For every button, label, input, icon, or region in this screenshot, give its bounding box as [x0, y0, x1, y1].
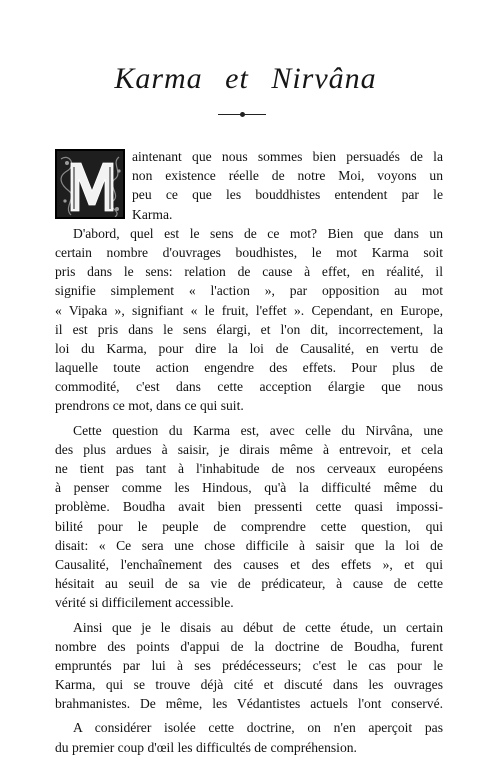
text-line: prendrons ce mot, dans ce qui suit. — [55, 398, 244, 414]
text-line: Cette question du Karma est, avec celle du Nirvâna, une — [73, 422, 443, 438]
text-line: Karma. — [132, 206, 173, 222]
text-line: problème. Boudha avait bien pressenti cette quasi impossi- — [55, 499, 443, 515]
text-line: bilité pour le peuple de comprendre cette question, qui — [55, 518, 443, 534]
text-line: signifie simplement « l'action », par opposition au mot — [55, 283, 443, 299]
text-line: laquelle toute action engendre des effets. Pour plus de — [55, 360, 443, 376]
text-line: « Vipaka », signifiant « le fruit, l'effet ». Cependant, en Europe, — [55, 302, 443, 318]
text-line: disait: « Ce sera une chose difficile à saisir que la loi de — [55, 537, 443, 553]
text-line: brahmanistes. De même, les Védantistes actuels l'ont conservé. — [55, 696, 443, 712]
text-line: pris dans le sens: relation de cause à effet, en réalité, il — [55, 264, 443, 280]
text-line: commodité, c'est dans cette acception élargie que nous — [55, 379, 443, 395]
text-line: Karma, qui se trouve déjà cité et discuté dans les ouvrages — [55, 677, 443, 693]
text-line: nombre des points d'appui de la doctrine de Boudha, furent — [55, 638, 443, 654]
text-line: A considérer isolée cette doctrine, on n'en aperçoit pas — [73, 720, 443, 736]
text-line: vérité si difficilement accessible. — [55, 595, 234, 611]
chapter-title: Karma et Nirvâna — [114, 62, 377, 95]
text-line: empruntés par lui à ses prédécesseurs; c'est le cas pour le — [55, 657, 443, 673]
text-line: ne tient pas tant à l'inhabitude de nos cerveaux européens — [55, 461, 443, 476]
text-line: aintenant que nous sommes bien persuadés de la — [132, 149, 443, 164]
text-line: des plus ardues à saisir, je dirais même à entrevoir, et cela — [55, 441, 443, 457]
text-line: D'abord, quel est le sens de ce mot? Bien que dans un — [73, 225, 443, 241]
text-line: loi du Karma, pour dire la loi de Causalité, en vertu de — [55, 340, 443, 356]
text-line: il est pris dans le sens élargi, et l'on dit, incorrectement, la — [55, 321, 443, 337]
text-line: Ainsi que je le disais au début de cette étude, un certain — [73, 619, 443, 635]
text-line: non existence réelle de notre Moi, voyons un — [132, 168, 443, 184]
text-line: Causalité, l'enchaînement des causes et des effets », et qui — [55, 556, 443, 572]
text-line: peu ce que les bouddhistes entendent par le — [132, 187, 443, 203]
text-line: hésitait au seuil de sa vie de prédicateur, à cause de cette — [55, 576, 443, 592]
body-text — [55, 147, 443, 757]
text-line: à penser comme les Hindous, qu'à la difficulté même du — [55, 480, 443, 496]
text-line: du premier coup d'œil les difficultés de compréhension. — [55, 739, 357, 755]
title-rule-ornament — [240, 112, 245, 117]
text-line: certain nombre d'ouvrages boudhistes, le mot Karma soit — [55, 244, 443, 260]
